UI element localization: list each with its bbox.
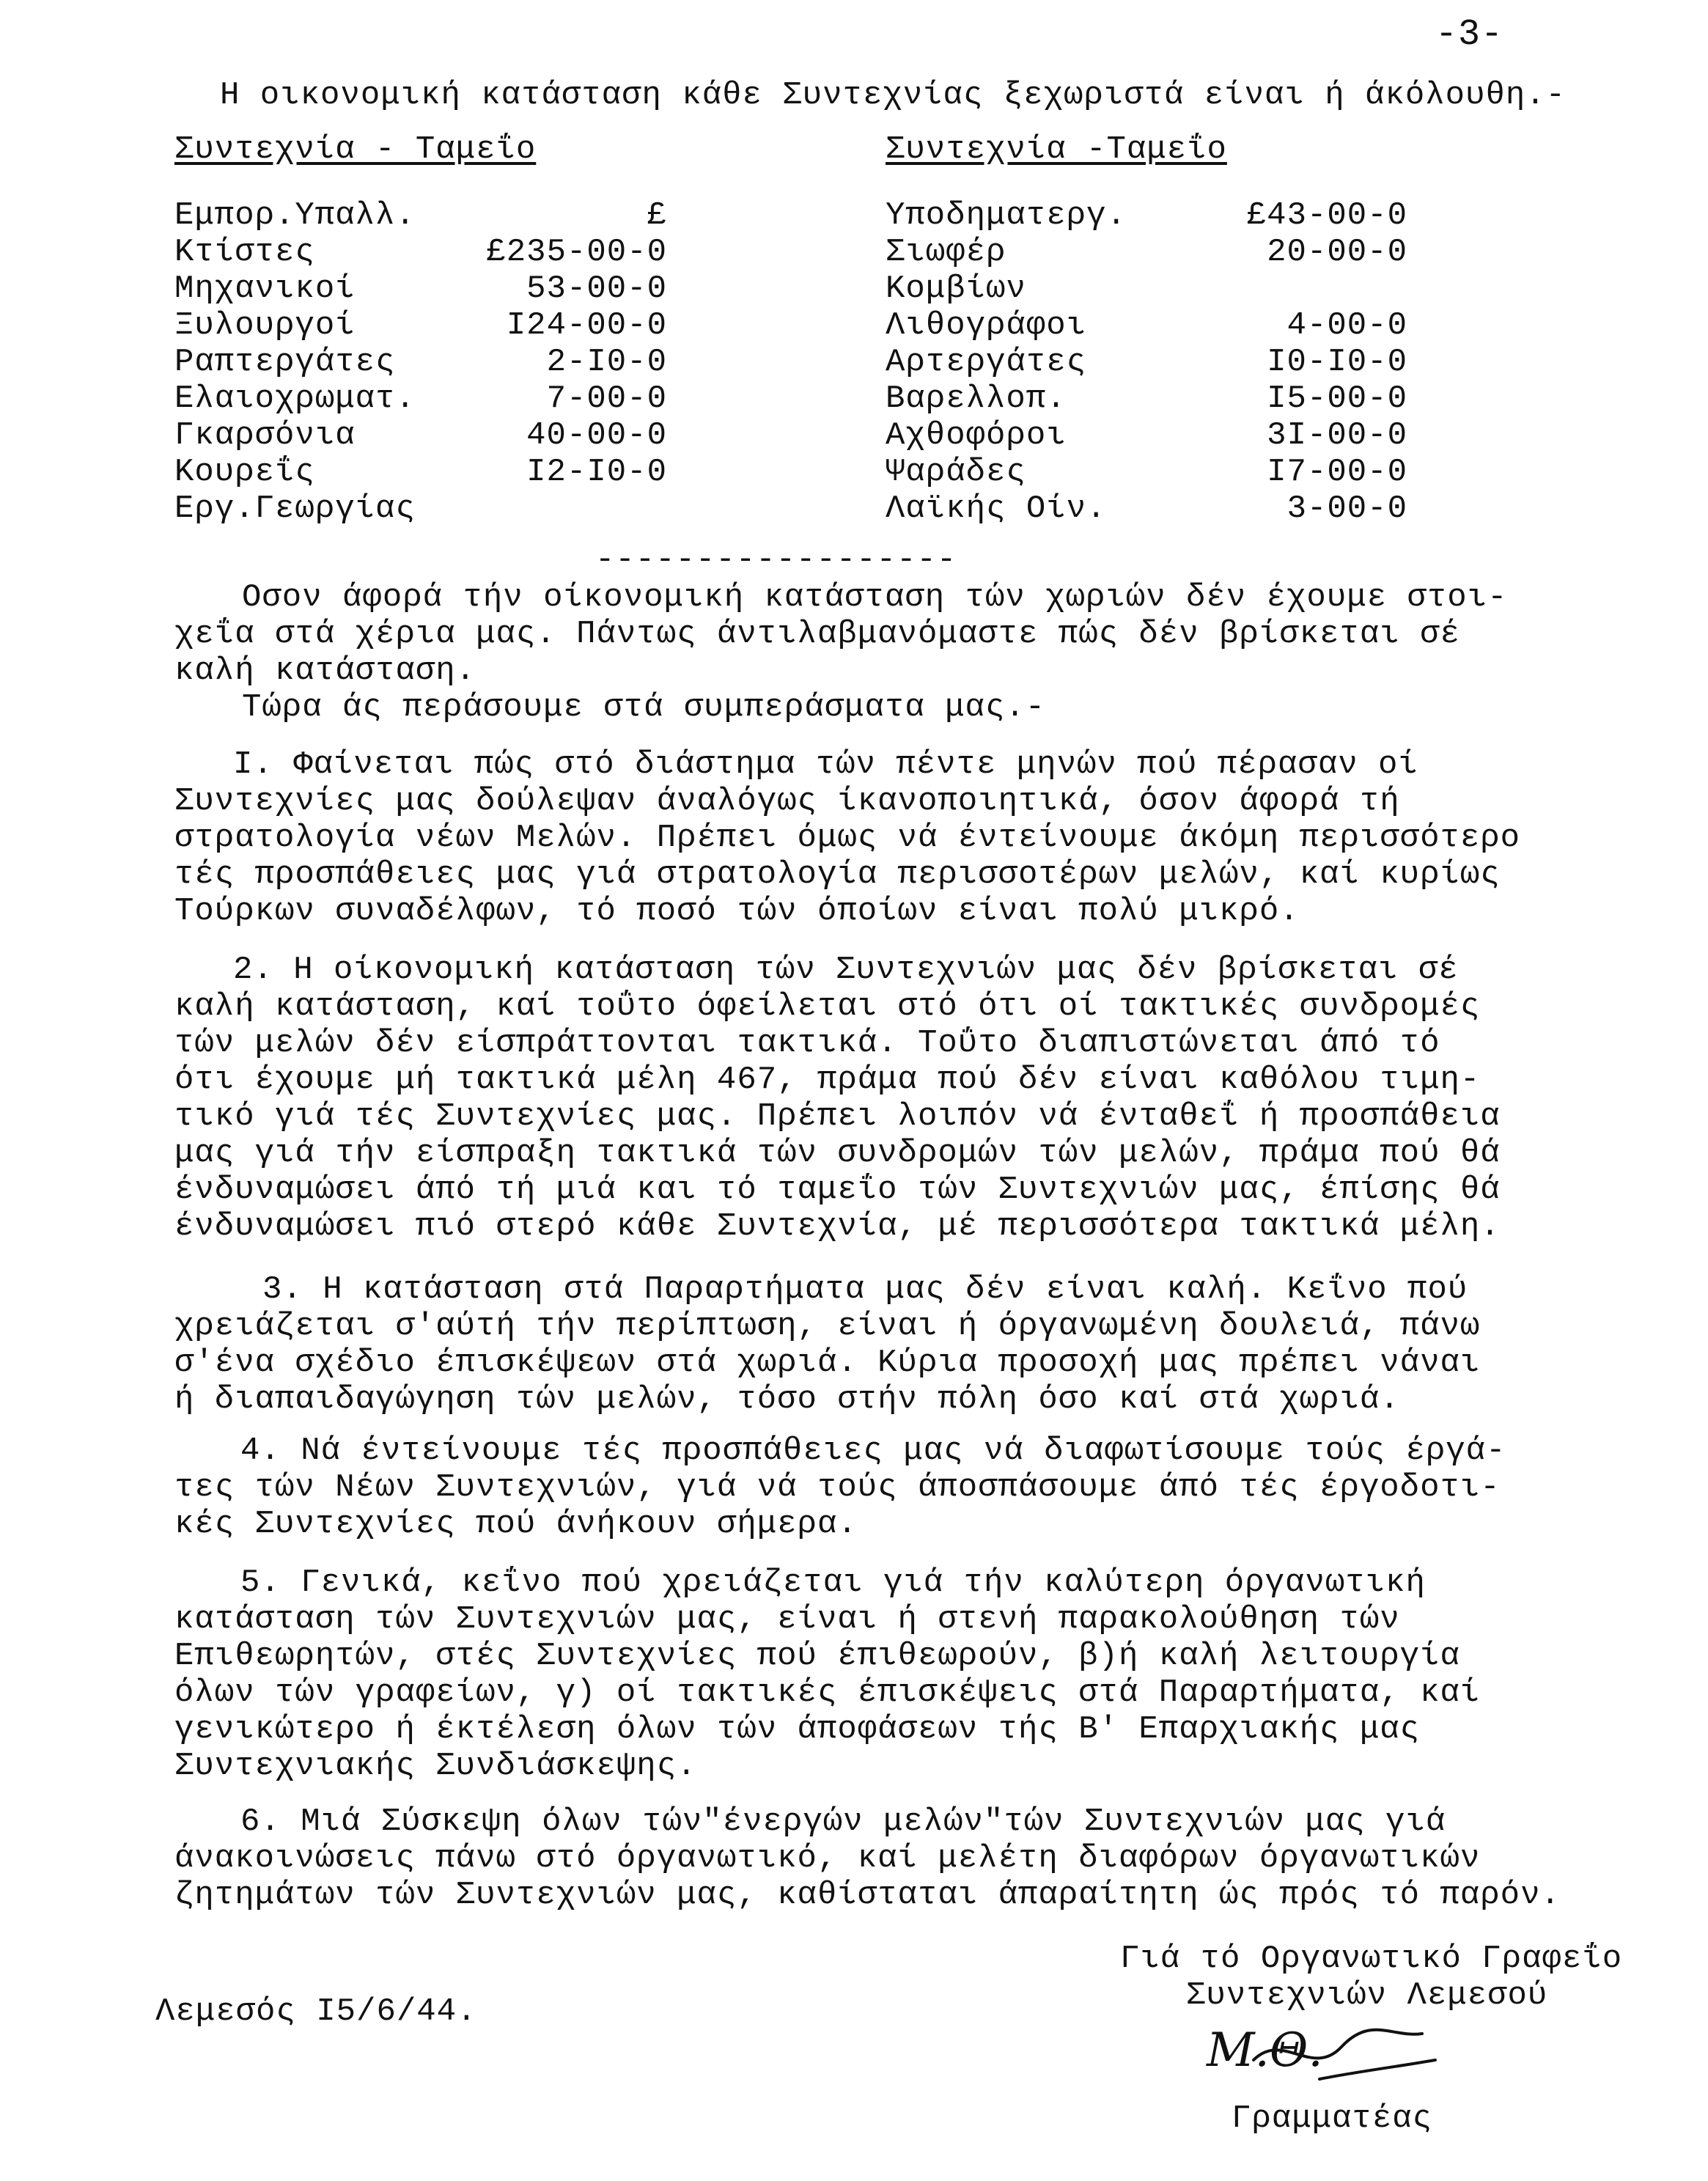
signature-office-line: Γιά τό Οργανωτικό Γραφεΐο [1120,1941,1623,1977]
table-row-name: Ραπτεργάτες [174,344,396,380]
paragraph-line: κατάσταση τών Συντεχνιών μας, είναι ή στενή παρακολούθηση τών [174,1601,1400,1638]
table-row-name: Ελαιοχρωματ. [174,380,416,417]
table-row-amount: 2-Ι0-0 [546,344,667,380]
table-row-name: Εργ.Γεωργίας [174,490,416,527]
paragraph-line: Συντεχνίες μας δούλεψαν άναλόγως ίκανοποιητικά, όσον άφορά τή [174,783,1400,820]
table-row-name: Λιθογράφοι [886,307,1087,344]
paragraph-line: Τώρα άς περάσουμε στά συμπεράσματα μας.- [242,689,1046,726]
conclusion-5 [174,1564,1480,1784]
paragraph-line: μας γιά τήν είσπραξη τακτικά τών συνδρομών τών μελών, πράμα πού θά [174,1135,1501,1172]
paragraph-line: καλή κατάσταση. [174,652,476,689]
paragraph-line: Συντεχνιακής Συνδιάσκεψης. [174,1748,697,1784]
paragraph-line: ένδυναμώσει πιό στερό κάθε Συντεχνία, μέ περισσότερα τακτικά μέλη. [174,1208,1501,1245]
paragraph-line: ένδυναμώσει άπό τή μιά και τό ταμεΐο τών Συντεχνιών μας, έπίσης θά [174,1172,1501,1208]
table-row-name: Σιωφέρ [886,234,1006,271]
table-row-amount: Ι5-00-0 [1267,380,1407,417]
paragraph-line: κές Συντεχνίες πού άνήκουν σήμερα. [174,1506,858,1542]
table-row-name: Βαρελλοπ. [886,380,1067,417]
paragraph-line: τές προσπάθειες μας γιά στρατολογία περισσοτέρων μελών, καί κυρίως [174,856,1501,893]
conclusion-1 [174,746,1520,930]
paragraph-line: χεΐα στά χέρια μας. Πάντως άντιλαβμανόμαστε πώς δέν βρίσκεται σέ [174,616,1460,652]
table-row-name: Κομβίων [886,271,1026,307]
table-row-name: Γκαρσόνια [174,417,356,454]
table-row-amount: 53-00-0 [526,271,667,307]
signature-org-line: Συντεχνιών Λεμεσού [1186,1977,1548,2014]
paragraph-line: άνακοινώσεις πάνω στό όργανωτικό, καί μελέτη διαφόρων όργανωτικών [174,1840,1481,1877]
conclusion-6 [174,1803,1561,1913]
table-row-amount: 7-00-0 [546,380,667,417]
table-row-amount: £ [647,197,667,234]
table-row-amount: £43-00-0 [1246,197,1407,234]
section-divider: ------------------ [595,542,957,578]
intro-sentence: Η οικονομική κατάσταση κάθε Συντεχνίας ξεχωριστά είναι ή άκόλουθη.- [220,77,1567,114]
paragraph-villages [174,579,1507,689]
table-row-amount: 20-00-0 [1267,234,1407,271]
table-row-amount: Ι0-Ι0-0 [1267,344,1407,380]
paragraph-line: καλή κατάσταση, καί τοΰτο όφείλεται στό ότι οί τακτικές συνδρομές [174,988,1481,1025]
paragraph-line: Ι. Φαίνεται πώς στό διάστημα τών πέντε μηνών πού πέρασαν οί [233,746,1418,783]
paragraph-line: 4. Νά έντείνουμε τές προσπάθειες μας νά διαφωτίσουμε τούς έργά- [240,1432,1506,1469]
paragraph-line: γενικώτερο ή έκτέλεση όλων τών άποφάσεων τής Β' Επαρχιακής μας [174,1711,1421,1748]
table-row-amount: Ι2-Ι0-0 [526,454,667,490]
table-row-name: Αχθοφόροι [886,417,1067,454]
table-row-amount: 4-00-0 [1286,307,1407,344]
paragraph-line: 6. Μιά Σύσκεψη όλων τών"ένεργών μελών"τών Συντεχνιών μας γιά [240,1803,1446,1840]
table-row-amount: 3Ι-00-0 [1267,417,1407,454]
table-row-name: Κουρεΐς [174,454,315,490]
table-row-name: Υποδηματεργ. [886,197,1127,234]
conclusion-4 [174,1432,1506,1542]
table-row-amount: 40-00-0 [526,417,667,454]
paragraph-line: ή διαπαιδαγώγηση τών μελών, τόσο στήν πόλη όσο καί στά χωριά. [174,1381,1400,1418]
signature-role: Γραμματέας [1232,2100,1433,2137]
table-row-amount: £235-00-0 [486,234,667,271]
paragraph-line: στρατολογία νέων Μελών. Πρέπει όμως νά έντείνουμε άκόμη περισσότερο [174,820,1521,856]
table-row-name: Ξυλουργοί [174,307,356,344]
conclusion-3 [174,1271,1480,1418]
paragraph-line: Τούρκων συναδέλφων, τό ποσό τών όποίων είναι πολύ μικρό. [174,893,1300,930]
table-row-name: Μηχανικοί [174,271,356,307]
table-row-name: Αρτεργάτες [886,344,1087,380]
paragraph-line: 5. Γενικά, κεΐνο πού χρειάζεται γιά τήν καλύτερη όργανωτική [240,1564,1426,1601]
paragraph-line: τικό γιά τές Συντεχνίες μας. Πρέπει λοιπόν νά ένταθεΐ ή προσπάθεια [174,1098,1501,1135]
paragraph-transition [242,689,1045,726]
paragraph-line: χρειάζεται σ'αύτή τήν περίπτωση, είναι ή όργανωμένη δουλειά, πάνω [174,1308,1481,1345]
paragraph-line: όλων τών γραφείων, γ) οί τακτικές έπισκέψεις στά Παραρτήματα, καί [174,1674,1481,1711]
table-row-amount: 3-00-0 [1286,490,1407,527]
table-left-header: Συντεχνία - Ταμεΐο [174,131,537,168]
place-date: Λεμεσός Ι5/6/44. [155,1993,477,2030]
table-right-header: Συντεχνία -Ταμεΐο [886,131,1227,168]
paragraph-line: Επιθεωρητών, στές Συντεχνίες πού έπιθεωρούν, β)ή καλή λειτουργία [174,1638,1460,1674]
table-row-amount: Ι7-00-0 [1267,454,1407,490]
paragraph-line: ότι έχουμε μή τακτικά μέλη 467, πράμα πού δέν είναι καθόλου τιμη- [174,1062,1481,1098]
handwritten-signature [1202,2009,1481,2104]
paragraph-line: 2. Η οίκονομική κατάσταση τών Συντεχνιών μας δέν βρίσκεται σέ [233,952,1459,988]
paragraph-line: ζητημάτων τών Συντεχνιών μας, καθίσταται άπαραίτητη ώς πρός τό παρόν. [174,1877,1561,1913]
table-row-name: Κτίστες [174,234,315,271]
table-row-amount: Ι24-00-0 [506,307,667,344]
conclusion-2 [174,952,1501,1245]
table-row-name: Λαϊκής Οίν. [886,490,1107,527]
signature-text: Μ.Θ. [1207,2023,1323,2078]
paragraph-line: τών μελών δέν είσπράττονται τακτικά. Τοΰτο διαπιστώνεται άπό τό [174,1025,1440,1062]
paragraph-line: 3. Η κατάσταση στά Παραρτήματα μας δέν είναι καλή. Κεΐνο πού [262,1271,1468,1308]
table-row-name: Ψαράδες [886,454,1026,490]
paragraph-line: Οσον άφορά τήν οίκονομική κατάσταση τών χωριών δέν έχουμε στοι- [242,579,1508,616]
paragraph-line: σ'ένα σχέδιο έπισκέψεων στά χωριά. Κύρια προσοχή μας πρέπει νάναι [174,1345,1481,1381]
page-number: -3- [1435,14,1504,56]
table-row-name: Εμπορ.Υπαλλ. [174,197,416,234]
paragraph-line: τες τών Νέων Συντεχνιών, γιά νά τούς άποσπάσουμε άπό τές έργοδοτι- [174,1469,1501,1506]
